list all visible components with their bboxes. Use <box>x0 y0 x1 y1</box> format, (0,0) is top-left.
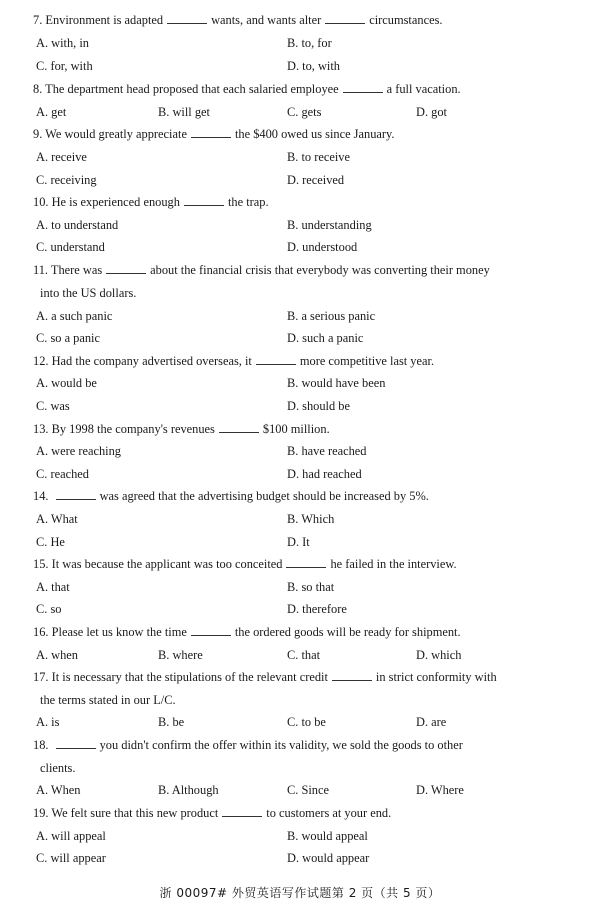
option[interactable]: A. a such panic <box>36 309 113 323</box>
option[interactable]: B. to, for <box>287 36 332 50</box>
answer-blank <box>106 261 146 274</box>
page-footer: 浙 00097# 外贸英语写作试题第 2 页（共 5 页） <box>159 886 441 900</box>
option[interactable]: D. Where <box>416 783 464 797</box>
option[interactable]: C. to be <box>287 715 326 729</box>
option[interactable]: B. Which <box>287 512 335 526</box>
question-11: 11. There was about the financial crisis that everybody was converting their money <box>33 263 490 277</box>
answer-blank <box>56 736 96 749</box>
option[interactable]: D. received <box>287 173 345 187</box>
option[interactable]: A. to understand <box>36 218 119 232</box>
option[interactable]: B. so that <box>287 580 335 594</box>
option[interactable]: B. a serious panic <box>287 309 376 323</box>
question-17: 17. It is necessary that the stipulations of the relevant credit in strict conformity with <box>33 670 497 684</box>
option[interactable]: C. so <box>36 602 62 616</box>
answer-blank <box>325 11 365 24</box>
option[interactable]: B. be <box>158 715 185 729</box>
answer-blank <box>191 125 231 138</box>
option[interactable]: A. that <box>36 580 70 594</box>
option[interactable]: A. is <box>36 715 60 729</box>
option[interactable]: D. would appear <box>287 851 370 865</box>
option[interactable]: B. will get <box>158 105 210 119</box>
option[interactable]: C. Since <box>287 783 329 797</box>
option[interactable]: C. receiving <box>36 173 97 187</box>
option[interactable]: C. gets <box>287 105 322 119</box>
question-9: 9. We would greatly appreciate the $400 owed us since January. <box>33 127 395 141</box>
option[interactable]: C. understand <box>36 240 105 254</box>
option[interactable]: C. so a panic <box>36 331 101 345</box>
option[interactable]: D. had reached <box>287 467 362 481</box>
answer-blank <box>56 487 96 500</box>
answer-blank <box>184 193 224 206</box>
option[interactable]: B. where <box>158 648 203 662</box>
option[interactable]: C. was <box>36 399 70 413</box>
option[interactable]: A. were reaching <box>36 444 121 458</box>
answer-blank <box>167 11 207 24</box>
answer-blank <box>332 668 372 681</box>
question-8: 8. The department head proposed that each salaried employee a full vacation. <box>33 82 461 96</box>
option[interactable]: B. would appeal <box>287 829 368 843</box>
answer-blank <box>219 420 259 433</box>
question-19: 19. We felt sure that this new product to customers at your end. <box>33 806 392 820</box>
option[interactable]: C. for, with <box>36 59 93 73</box>
question-7: 7. Environment is adapted wants, and wants alter circumstances. <box>33 13 443 27</box>
option[interactable]: B. Although <box>158 783 219 797</box>
answer-blank <box>286 555 326 568</box>
option[interactable]: C. that <box>287 648 321 662</box>
option[interactable]: D. to, with <box>287 59 341 73</box>
answer-blank <box>343 80 383 93</box>
option[interactable]: B. would have been <box>287 376 386 390</box>
option[interactable]: B. understanding <box>287 218 372 232</box>
question-12: 12. Had the company advertised overseas, it more competitive last year. <box>33 354 435 368</box>
option[interactable]: D. should be <box>287 399 350 413</box>
option[interactable]: A. with, in <box>36 36 90 50</box>
answer-blank <box>256 352 296 365</box>
option[interactable]: A. will appeal <box>36 829 106 843</box>
option[interactable]: A. When <box>36 783 81 797</box>
option[interactable]: C. He <box>36 535 65 549</box>
option[interactable]: A. receive <box>36 150 87 164</box>
question-18: 18. you didn't confirm the offer within its validity, we sold the goods to other <box>33 738 463 752</box>
option[interactable]: C. will appear <box>36 851 106 865</box>
question-10: 10. He is experienced enough the trap. <box>33 195 269 209</box>
option[interactable]: A. get <box>36 105 67 119</box>
answer-blank <box>222 804 262 817</box>
question-15: 15. It was because the applicant was too conceited he failed in the interview. <box>33 557 457 571</box>
question-11-continued: into the US dollars. <box>40 286 137 300</box>
option[interactable]: D. therefore <box>287 602 347 616</box>
option[interactable]: B. have reached <box>287 444 367 458</box>
option[interactable]: B. to receive <box>287 150 350 164</box>
question-16: 16. Please let us know the time the ordered goods will be ready for shipment. <box>33 625 461 639</box>
option[interactable]: D. got <box>416 105 447 119</box>
option[interactable]: D. It <box>287 535 310 549</box>
question-17-continued: the terms stated in our L/C. <box>40 693 176 707</box>
option[interactable]: A. What <box>36 512 78 526</box>
option[interactable]: D. such a panic <box>287 331 364 345</box>
option[interactable]: D. are <box>416 715 447 729</box>
option[interactable]: D. understood <box>287 240 358 254</box>
answer-blank <box>191 623 231 636</box>
option[interactable]: A. would be <box>36 376 97 390</box>
question-13: 13. By 1998 the company's revenues $100 million. <box>33 422 330 436</box>
question-18-continued: clients. <box>40 761 76 775</box>
question-14: 14. was agreed that the advertising budget should be increased by 5%. <box>33 489 429 503</box>
option[interactable]: D. which <box>416 648 462 662</box>
option[interactable]: C. reached <box>36 467 89 481</box>
option[interactable]: A. when <box>36 648 78 662</box>
